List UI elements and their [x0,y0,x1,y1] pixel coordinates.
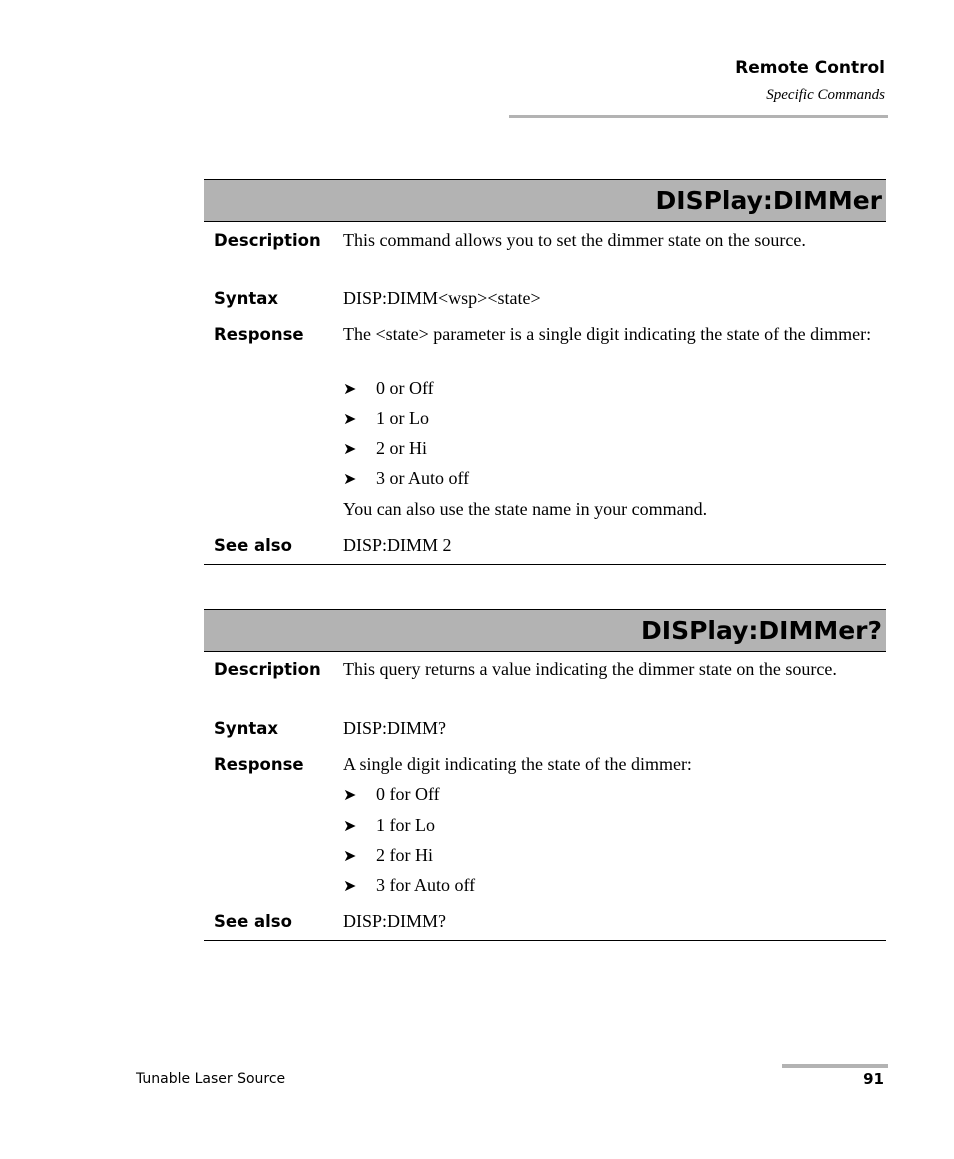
syntax-label: Syntax [214,289,279,308]
see-also-text: DISP:DIMM? [343,911,447,931]
command-title-bar [204,609,886,652]
list-item-text: 1 for Lo [376,815,435,835]
command-end-rule [204,940,886,941]
running-header-subtitle: Specific Commands [766,87,885,103]
arrowhead-bullet-icon: ➤ [343,816,357,835]
list-item-text: 3 or Auto off [376,468,470,488]
arrowhead-bullet-icon: ➤ [343,846,357,865]
footer-doc-title: Tunable Laser Source [136,1071,286,1087]
list-item [343,874,475,897]
arrowhead-bullet-icon: ➤ [343,439,357,458]
response-text: The <state> parameter is a single digit indicating the state of the dimmer: [343,324,872,344]
running-header-title: Remote Control [735,58,885,78]
footer-rule [782,1064,888,1068]
arrowhead-bullet-icon: ➤ [343,409,357,428]
description-label: Description [214,231,321,250]
command-block-dimmer [204,179,886,565]
list-item-text: 0 or Off [376,378,434,398]
response-label: Response [214,755,304,774]
response-note: You can also use the state name in your command. [343,499,708,519]
syntax-text: DISP:DIMM? [343,718,447,738]
list-item [343,844,433,867]
response-text: A single digit indicating the state of the dimmer: [343,754,692,774]
list-item [343,467,469,490]
list-item-text: 0 for Off [376,784,440,804]
command-end-rule [204,564,886,565]
arrowhead-bullet-icon: ➤ [343,379,357,398]
list-item-text: 3 for Auto off [376,875,476,895]
command-title-bar [204,179,886,222]
see-also-label: See also [214,536,292,555]
list-item [343,437,427,460]
response-label: Response [214,325,304,344]
command-block-dimmer-query [204,609,886,941]
command-title: DISPlay:DIMMer [655,186,882,215]
list-item [343,377,434,400]
list-item-text: 1 or Lo [376,408,429,428]
list-item [343,407,429,430]
description-text: This query returns a value indicating the dimmer state on the source. [343,659,837,679]
syntax-text: DISP:DIMM<wsp><state> [343,288,541,308]
page-number: 91 [863,1070,884,1088]
list-item [343,814,435,837]
description-text: This command allows you to set the dimmer state on the source. [343,230,806,250]
list-item-text: 2 for Hi [376,845,433,865]
arrowhead-bullet-icon: ➤ [343,785,357,804]
command-title: DISPlay:DIMMer? [641,616,882,645]
arrowhead-bullet-icon: ➤ [343,876,357,895]
list-item [343,783,440,806]
description-label: Description [214,660,321,679]
syntax-label: Syntax [214,719,279,738]
see-also-label: See also [214,912,292,931]
arrowhead-bullet-icon: ➤ [343,469,357,488]
see-also-text: DISP:DIMM 2 [343,535,452,555]
header-rule [509,115,888,118]
list-item-text: 2 or Hi [376,438,427,458]
